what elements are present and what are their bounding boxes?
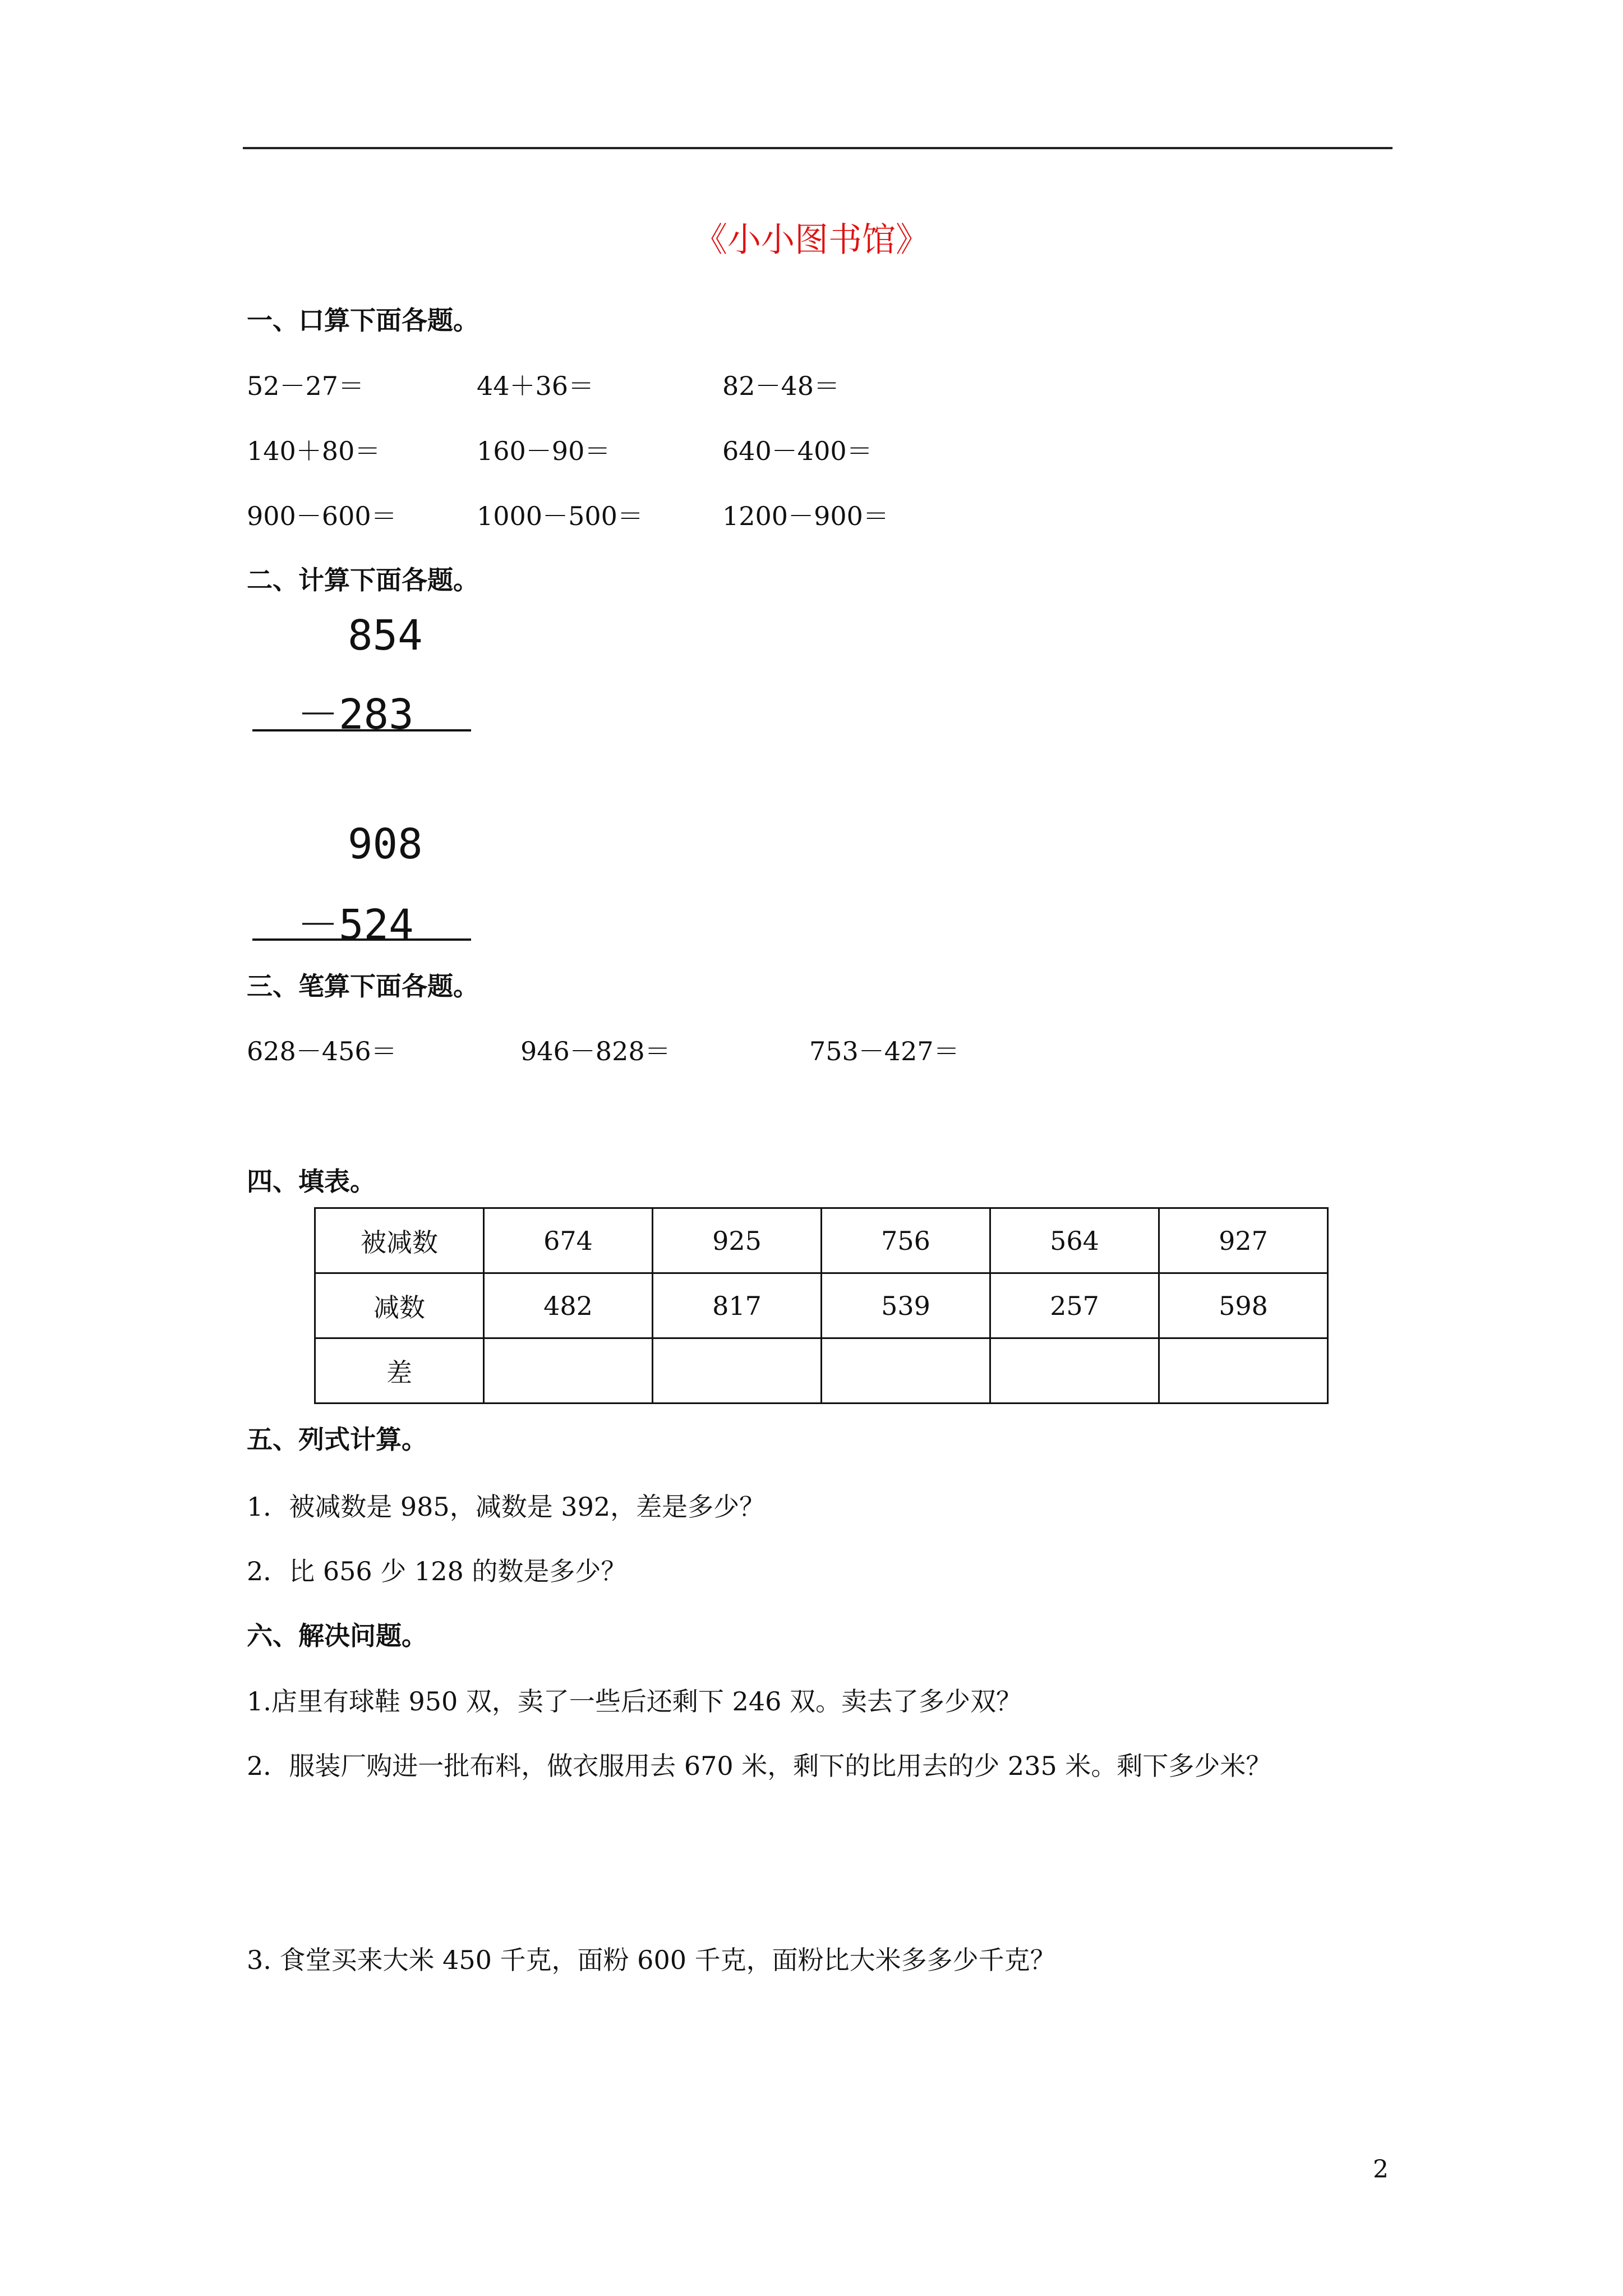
vertical-minuend: 908 bbox=[348, 820, 423, 868]
section4-heading: 四、填表。 bbox=[247, 1166, 376, 1197]
table-cell: 674 bbox=[484, 1208, 653, 1273]
table-cell: 539 bbox=[822, 1273, 990, 1338]
row-label: 差 bbox=[315, 1338, 484, 1404]
table-cell: 564 bbox=[990, 1208, 1159, 1273]
row-label: 减数 bbox=[315, 1273, 484, 1338]
answer-cell[interactable] bbox=[653, 1338, 822, 1404]
oral-problem: 900－600＝ bbox=[247, 501, 397, 531]
vertical-subtrahend: －524 bbox=[297, 901, 414, 949]
vertical-minuend: 854 bbox=[348, 611, 423, 660]
header-rule bbox=[243, 147, 1393, 149]
answer-cell[interactable] bbox=[822, 1338, 990, 1404]
section3-heading: 三、笔算下面各题。 bbox=[247, 971, 479, 1001]
section6-heading: 六、解决问题。 bbox=[247, 1621, 427, 1651]
table-cell: 925 bbox=[653, 1208, 822, 1273]
question-text: 2．服装厂购进一批布料，做衣服用去 670 米，剩下的比用去的少 235 米。剩下多少米？ bbox=[247, 1751, 1272, 1781]
oral-problem: 640－400＝ bbox=[722, 436, 873, 466]
oral-problem: 1200－900＝ bbox=[722, 501, 889, 531]
table-row bbox=[315, 1208, 1328, 1273]
page-title: 《小小图书馆》 bbox=[694, 220, 929, 260]
page-number: 2 bbox=[1373, 2155, 1389, 2184]
table-row bbox=[315, 1338, 1328, 1404]
vertical-underline bbox=[252, 729, 471, 731]
table-row bbox=[315, 1273, 1328, 1338]
oral-problem: 140＋80＝ bbox=[247, 436, 381, 466]
table-cell: 482 bbox=[484, 1273, 653, 1338]
fill-table bbox=[314, 1207, 1329, 1404]
question-text: 1.店里有球鞋 950 双，卖了一些后还剩下 246 双。卖去了多少双？ bbox=[247, 1686, 1022, 1717]
written-problem: 753－427＝ bbox=[809, 1036, 960, 1066]
answer-cell[interactable] bbox=[990, 1338, 1159, 1404]
oral-problem: 82－48＝ bbox=[722, 371, 840, 401]
written-problem: 628－456＝ bbox=[247, 1036, 397, 1066]
table-cell: 257 bbox=[990, 1273, 1159, 1338]
written-problem: 946－828＝ bbox=[520, 1036, 671, 1066]
answer-cell[interactable] bbox=[1159, 1338, 1328, 1404]
question-text: 2．比 656 少 128 的数是多少？ bbox=[247, 1556, 627, 1586]
question-text: 1．被减数是 985，减数是 392，差是多少？ bbox=[247, 1492, 766, 1522]
table-cell: 927 bbox=[1159, 1208, 1328, 1273]
row-label: 被减数 bbox=[315, 1208, 484, 1273]
vertical-underline bbox=[252, 938, 471, 941]
oral-problem: 1000－500＝ bbox=[477, 501, 643, 531]
section2-heading: 二、计算下面各题。 bbox=[247, 565, 479, 595]
table-cell: 756 bbox=[822, 1208, 990, 1273]
table-cell: 598 bbox=[1159, 1273, 1328, 1338]
oral-problem: 52－27＝ bbox=[247, 371, 365, 401]
oral-problem: 44＋36＝ bbox=[477, 371, 594, 401]
vertical-subtrahend: －283 bbox=[297, 691, 414, 739]
oral-problem: 160－90＝ bbox=[477, 436, 611, 466]
section1-heading: 一、口算下面各题。 bbox=[247, 305, 479, 335]
table-cell: 817 bbox=[653, 1273, 822, 1338]
question-text: 3. 食堂买来大米 450 千克，面粉 600 千克，面粉比大米多多少千克？ bbox=[247, 1945, 1056, 1975]
section5-heading: 五、列式计算。 bbox=[247, 1424, 427, 1455]
answer-cell[interactable] bbox=[484, 1338, 653, 1404]
